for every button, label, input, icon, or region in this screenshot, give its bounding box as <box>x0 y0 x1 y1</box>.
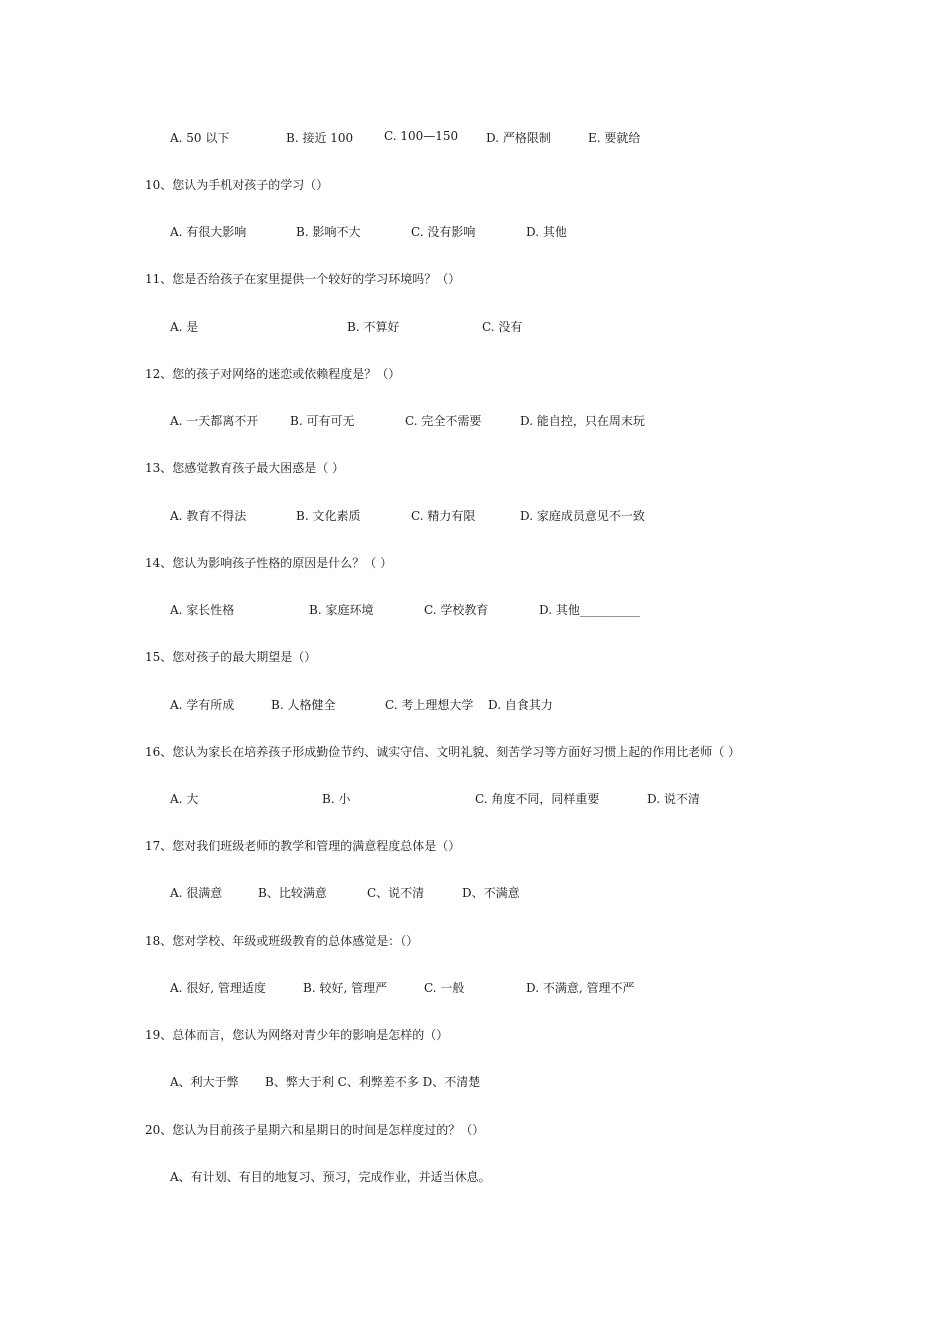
q20-options <box>170 1168 870 1184</box>
q9-option-c: C. 100—150 <box>384 129 459 143</box>
q16-option-d: D. 说不清 <box>647 792 700 806</box>
q16-option-b: B. 小 <box>322 792 351 806</box>
q10-options <box>170 223 870 239</box>
q14-options <box>170 601 870 617</box>
q15-option-d: D. 自食其力 <box>488 698 553 712</box>
q14-text: 14、您认为影响孩子性格的原因是什么？（ ） <box>145 556 393 570</box>
q20-option-a: A、有计划、有目的地复习、预习，完成作业，并适当休息。 <box>170 1170 491 1184</box>
q9-option-b: B. 接近 100 <box>286 131 354 145</box>
q13-option-d: D. 家庭成员意见不一致 <box>520 509 645 523</box>
q11-option-b: B. 不算好 <box>347 320 400 334</box>
q14-option-b: B. 家庭环境 <box>309 603 374 617</box>
q18-text: 18、您对学校、年级或班级教育的总体感觉是：（） <box>145 934 419 948</box>
q19-text: 19、总体而言，您认为网络对青少年的影响是怎样的（） <box>145 1028 449 1042</box>
q19-options <box>170 1073 870 1089</box>
q11-text: 11、您是否给孩子在家里提供一个较好的学习环境吗？（） <box>145 272 461 286</box>
q13-option-c: C. 精力有限 <box>411 509 476 523</box>
q9-option-d: D. 严格限制 <box>486 131 551 145</box>
q14-option-d: D. 其他__________ <box>539 603 640 617</box>
q10-option-b: B. 影响不大 <box>296 225 361 239</box>
q11-option-a: A. 是 <box>170 320 199 334</box>
q13-option-b: B. 文化素质 <box>296 509 361 523</box>
q9-option-e: E. 要就给 <box>588 131 641 145</box>
q19-option-bcd: B、弊大于利 C、利弊差不多 D、不清楚 <box>265 1075 481 1089</box>
q15-option-c: C. 考上理想大学 <box>385 698 474 712</box>
q17-text: 17、您对我们班级老师的教学和管理的满意程度总体是（） <box>145 839 461 853</box>
q12-option-c: C. 完全不需要 <box>405 414 482 428</box>
q17-option-a: A. 很满意 <box>170 886 223 900</box>
q13-text: 13、您感觉教育孩子最大困惑是（ ） <box>145 461 345 475</box>
q10-option-c: C. 没有影响 <box>411 225 476 239</box>
q16-options <box>170 790 870 806</box>
q12-text: 12、您的孩子对网络的迷恋或依赖程度是？（） <box>145 367 401 381</box>
q15-option-a: A. 学有所成 <box>170 698 235 712</box>
q10-option-d: D. 其他 <box>526 225 567 239</box>
q11-options <box>170 318 870 334</box>
q18-option-a: A. 很好, 管理适度 <box>170 981 266 995</box>
q14-option-a: A. 家长性格 <box>170 603 235 617</box>
q16-option-c: C. 角度不同，同样重要 <box>475 792 600 806</box>
q18-option-c: C. 一般 <box>424 981 465 995</box>
q19-option-a: A、利大于弊 <box>170 1075 239 1089</box>
q10-option-a: A. 有很大影响 <box>170 225 247 239</box>
q12-option-b: B. 可有可无 <box>290 414 355 428</box>
q12-option-d: D. 能自控，只在周末玩 <box>520 414 645 428</box>
q20-text: 20、您认为目前孩子星期六和星期日的时间是怎样度过的？（） <box>145 1123 485 1137</box>
q17-option-b: B、比较满意 <box>258 886 327 900</box>
q13-options <box>170 507 870 523</box>
q15-option-b: B. 人格健全 <box>271 698 336 712</box>
q9-option-a: A. 50 以下 <box>170 131 230 145</box>
q18-option-d: D. 不满意, 管理不严 <box>526 981 635 995</box>
q12-option-a: A. 一天都离不开 <box>170 414 259 428</box>
q18-option-b: B. 较好, 管理严 <box>303 981 388 995</box>
q16-text: 16、您认为家长在培养孩子形成勤俭节约、诚实守信、文明礼貌、刻苦学习等方面好习惯上起的作用比老师（ ） <box>145 745 741 759</box>
q9-options <box>170 129 870 145</box>
q16-option-a: A. 大 <box>170 792 199 806</box>
q17-option-c: C、说不清 <box>367 886 425 900</box>
q15-options <box>170 696 870 712</box>
q10-text: 10、您认为手机对孩子的学习（） <box>145 178 329 192</box>
q17-option-d: D、不满意 <box>462 886 520 900</box>
q11-option-c: C. 没有 <box>482 320 523 334</box>
q12-options <box>170 412 870 428</box>
q18-options <box>170 979 870 995</box>
q14-option-c: C. 学校教育 <box>424 603 489 617</box>
q17-options <box>170 884 870 900</box>
q13-option-a: A. 教育不得法 <box>170 509 247 523</box>
q15-text: 15、您对孩子的最大期望是（） <box>145 650 317 664</box>
